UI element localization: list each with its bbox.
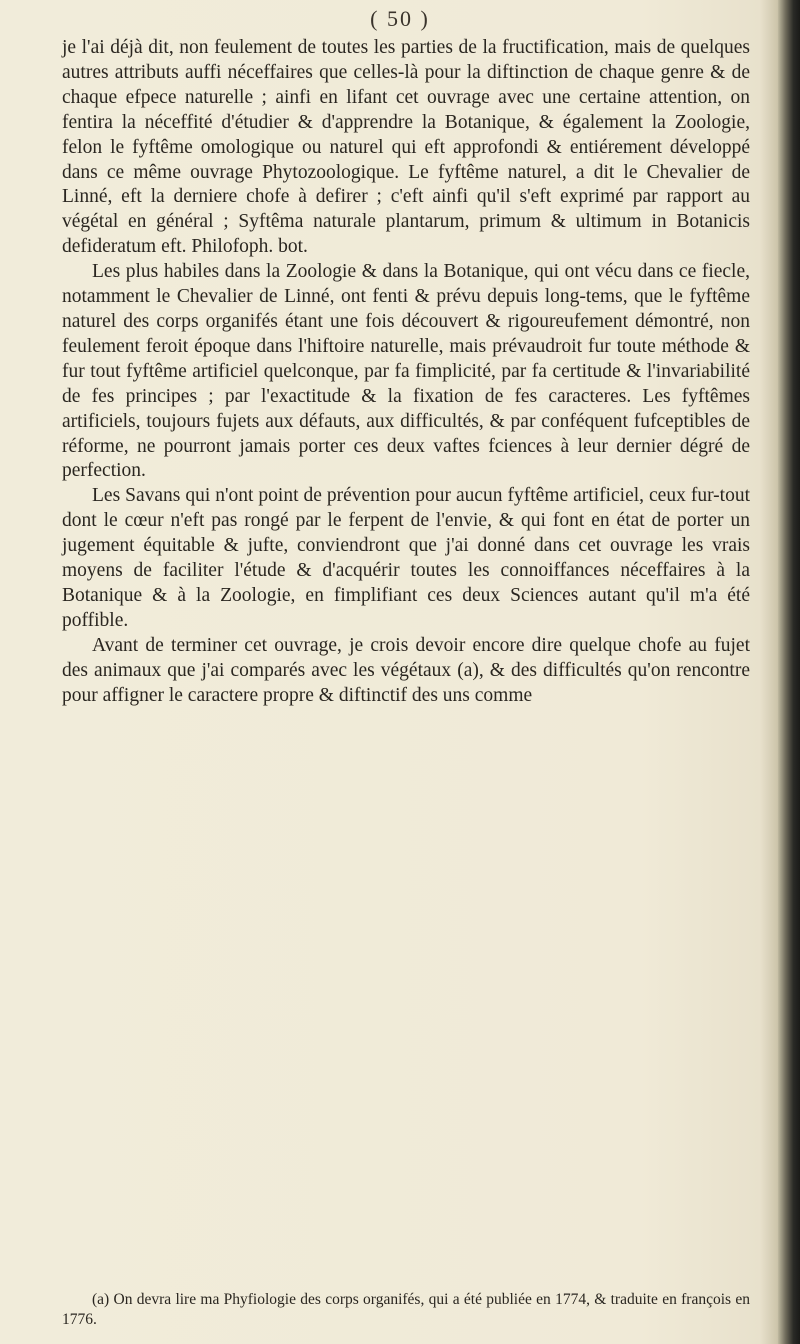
paragraph-2: Les plus habiles dans la Zoologie & dans la Botanique, qui ont vécu dans ce fiecle, notamment le Chevalier de Linné, ont fenti & prévu depuis long-tems, que le fyftême naturel des corps organifés étant une fois découvert & rigoureufement démontré, non feulement feroit époque dans l'hiftoire naturelle, mais prévaudroit fur toute méthode & fur tout fyftême artificiel quelconque, par fa fimplicité, par fa certitude & l'invariabilité de fes principes ; par l'exactitude & la fixation de fes caracteres. Les fyftêmes artificiels, toujours fujets aux défauts, aux difficultés, & par conféquent fufceptibles de réforme, ne pourront jamais porter ces deux vaftes fciences à leur dernier dégré de perfection. xyxy=(62,261,750,482)
paragraph-4: Avant de terminer cet ouvrage, je crois devoir encore dire quelque chofe au fujet des animaux que j'ai comparés avec les végétaux (a), & des difficultés qu'on rencontre pour affigner le caractere propre & diftinctif des uns comme xyxy=(62,634,750,706)
binding-edge xyxy=(778,0,800,1344)
page-number: ( 50 ) xyxy=(370,6,430,31)
paragraph-1: je l'ai déjà dit, non feulement de toutes les parties de la fructification, mais de quelques autres attributs auffi néceffaires que celles-là pour la diftinction de chaque genre & de chaque efpece naturelle ; ainfi en lifant cet ouvrage avec une certaine attention, on fentira la néceffité d'étudier & d'apprendre la Botanique, & également la Zoologie, felon le fyftême omologique ou naturel qui eft approfondi & entiérement développé dans ce même ouvrage Phytozoologique. Le fyftême naturel, a dit le Chevalier de Linné, eft la derniere chofe à defirer ; c'eft ainfi qu'il s'eft exprimé par rapport au végétal en général ; Syftêma naturale plantarum, primum & ultimum in Botanicis defideratum eft. Philofoph. bot. xyxy=(62,37,750,258)
footnote xyxy=(62,1290,750,1330)
footnote-text: (a) On devra lire ma Phyfiologie des corps organifés, qui a été publiée en 1774, & traduite en françois en 1776. xyxy=(62,1291,750,1328)
body-text xyxy=(62,36,750,708)
paragraph-3: Les Savans qui n'ont point de prévention pour aucun fyftême artificiel, ceux fur-tout dont le cœur n'eft pas rongé par le ferpent de l'envie, & qui font en état de porter un jugement équitable & jufte, conviendront que j'ai donné dans cet ouvrage les vrais moyens de faciliter l'étude & d'acquérir toutes les connoiffances néceffaires à la Botanique & à la Zoologie, en fimplifiant ces deux Sciences autant qu'il m'a été poffible. xyxy=(62,485,750,631)
